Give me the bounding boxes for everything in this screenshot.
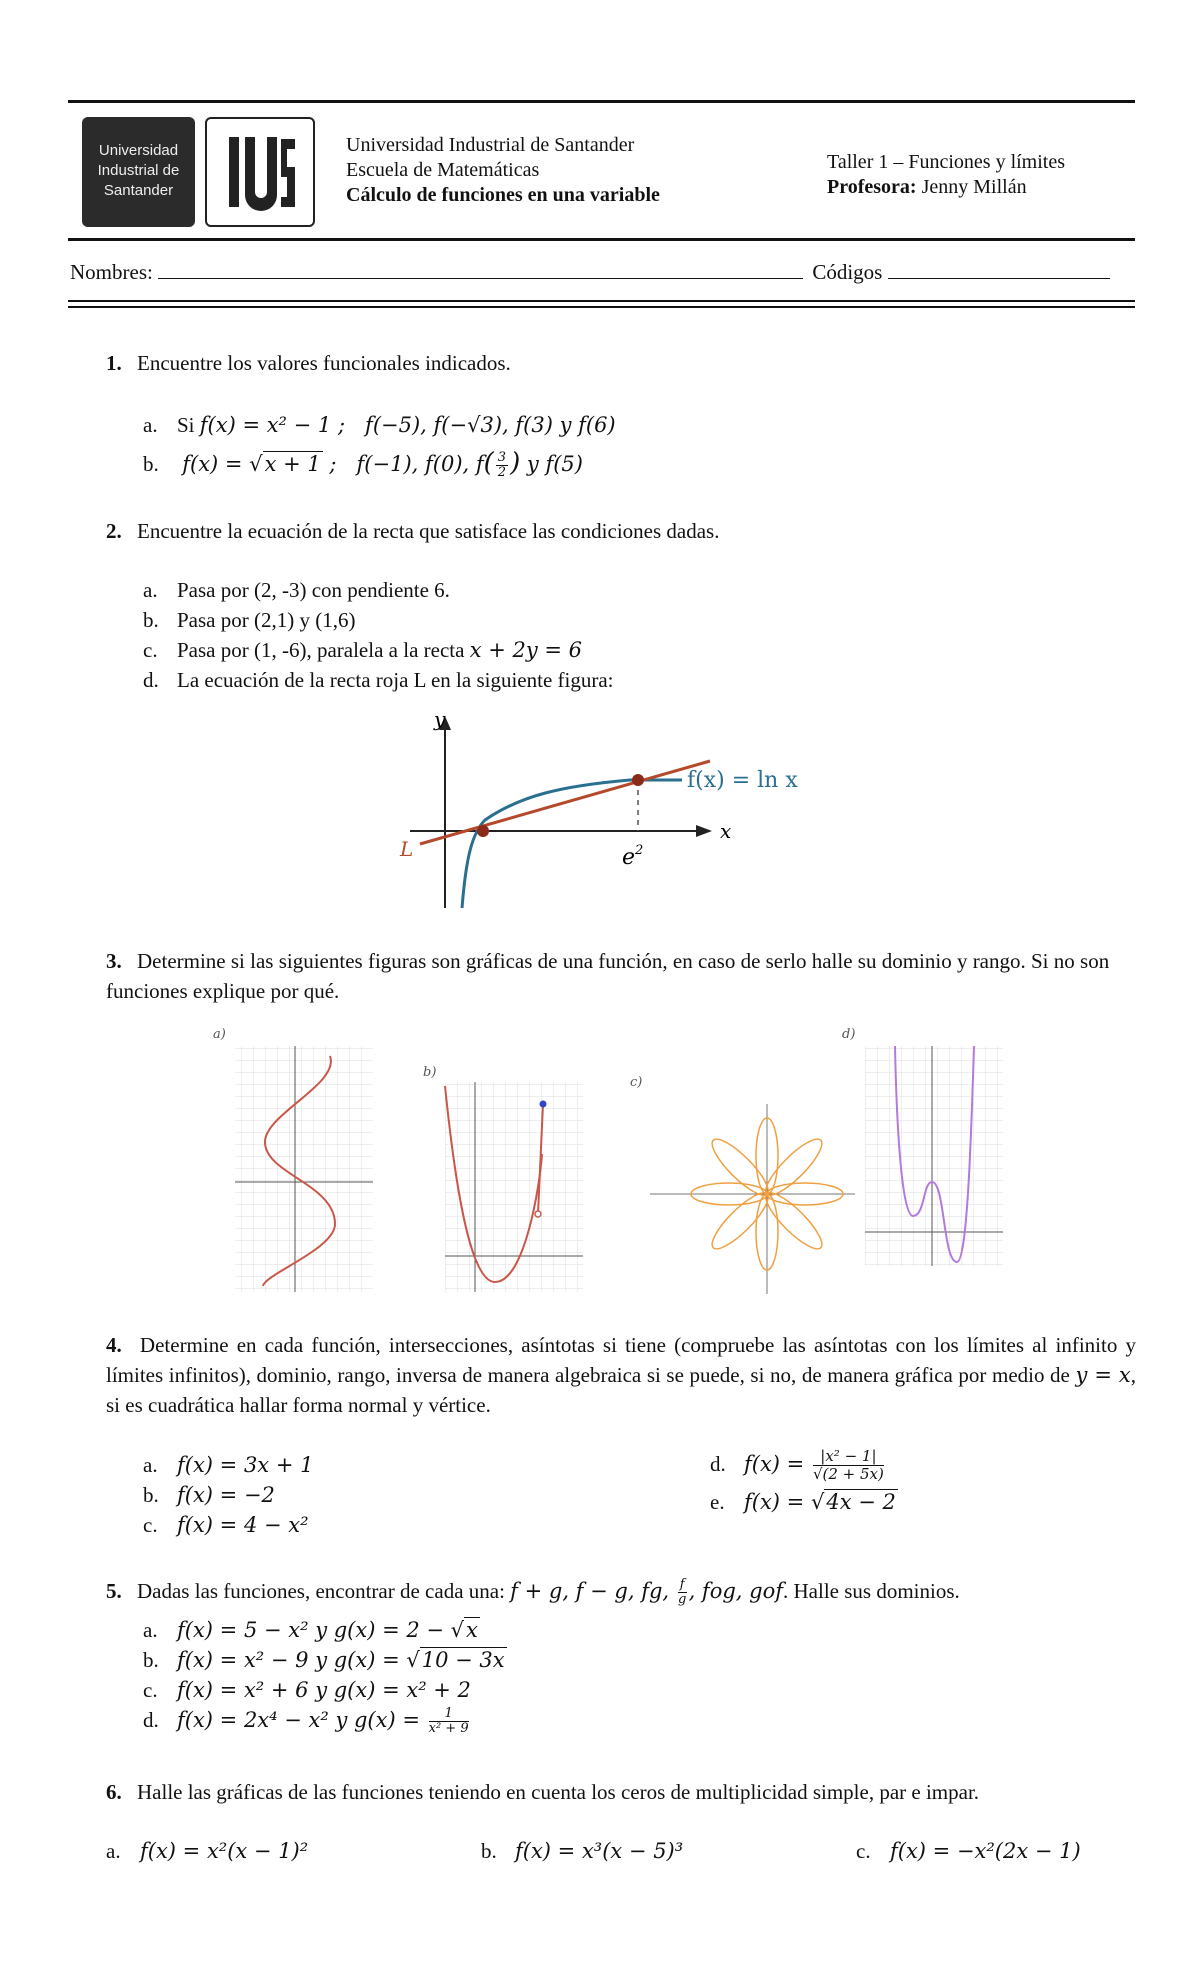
item-label: d. — [143, 1708, 159, 1732]
item-label: b. — [143, 1648, 159, 1672]
course-title: Cálculo de funciones en una variable — [346, 184, 660, 206]
header-bottom-rule — [68, 238, 1135, 241]
question-text: Encuentre los valores funcionales indicados. — [137, 351, 511, 375]
f-label: f(x) = ln x — [687, 768, 798, 793]
question-text: Determine en cada función, intersecciones, asíntotas si tiene (compruebe las asíntotas con los límites al infinito y límites infinitos), dominio, rango, inversa de manera algebraica si se puede, si no, de manera gráfica por medio de — [106, 1333, 1137, 1387]
item-label: a. — [106, 1839, 121, 1863]
panel-b-closed-point — [540, 1101, 547, 1108]
q5-item-a: a. f(x) = 5 − x² y g(x) = 2 − √x — [143, 1615, 507, 1645]
item-label: d. — [143, 668, 159, 692]
names-label: Nombres: — [70, 260, 153, 284]
panel-d-grid — [865, 1046, 1003, 1266]
logo-text-line: Industrial de — [97, 162, 180, 179]
panel-b-open-point — [535, 1211, 541, 1217]
top-rule — [68, 100, 1135, 103]
item-label: a. — [143, 1453, 158, 1477]
names-field[interactable] — [158, 258, 803, 279]
question-number: 3. — [106, 949, 122, 973]
intersection-point-2 — [632, 774, 644, 786]
q5-item-c: c. f(x) = x² + 6 y g(x) = x² + 2 — [143, 1675, 507, 1705]
q1a-formula: f(x) = x² − 1 ; f(−5), f(−√3), f(3) y f(6) — [199, 413, 616, 437]
q4-item-d: d. f(x) = $\frac{\text{|x² − 1|}}{√(2 + 5x)}$ — [710, 1447, 884, 1483]
q5-item-d: d. f(x) = 2x⁴ − x² y g(x) = $\frac{1}{\text{x² + 9}}$ — [143, 1706, 469, 1736]
q1b-formula: f(x) = √x + 1 ; f(−1), f(0), f( $\frac{3}{2}$ ) y f(5) — [182, 448, 583, 480]
q4-items-left — [143, 1450, 313, 1540]
logo-text-line: Universidad — [98, 142, 179, 159]
intersection-point-1 — [477, 825, 489, 837]
panel-a-label: a) — [213, 1027, 226, 1042]
question-6 — [106, 1777, 979, 1807]
question-4 — [106, 1330, 1136, 1420]
item-label: c. — [143, 1678, 158, 1702]
q4-item-c: c. f(x) = 4 − x² — [143, 1510, 313, 1540]
item-label: d. — [710, 1452, 726, 1476]
q2-item-a — [143, 575, 614, 605]
q2-item-c — [143, 635, 614, 665]
question-number: 5. — [106, 1579, 122, 1603]
q2-item-b — [143, 605, 614, 635]
question-text: Determine si las siguientes figuras son gráficas de una función, en caso de serlo halle su dominio y rango. Si no son funciones explique por qué. — [106, 949, 1110, 1003]
item-label: a. — [143, 578, 158, 602]
logo-text-line: Santander — [103, 182, 174, 199]
form-rule-1 — [68, 300, 1135, 302]
question-number: 2. — [106, 519, 122, 543]
panel-d-label: d) — [842, 1027, 856, 1042]
q6-item-c: c. f(x) = −x²(2x − 1) — [856, 1836, 1081, 1866]
item-label: a. — [143, 1618, 158, 1642]
professor-label: Profesora: — [827, 176, 917, 198]
q6-item-b: b. f(x) = x³(x − 5)³ — [481, 1836, 683, 1866]
q2-items — [143, 575, 614, 695]
q2-item-d — [143, 665, 614, 695]
item-label: c. — [856, 1839, 871, 1863]
professor-name: Jenny Millán — [921, 176, 1027, 198]
q2c-formula: x + 2y = 6 — [469, 638, 583, 662]
panel-b-grid — [445, 1082, 583, 1292]
x-axis-arrow — [696, 825, 712, 837]
question-2 — [106, 516, 719, 546]
question-text: Halle las gráficas de las funciones teniendo en cuenta los ceros de multiplicidad simple, par e impar. — [137, 1780, 980, 1804]
item-text: Si — [177, 413, 195, 437]
q6-item-a: a. f(x) = x²(x − 1)² — [106, 1836, 308, 1866]
codes-field[interactable] — [888, 258, 1110, 279]
university-name: Universidad Industrial de Santander — [346, 134, 635, 156]
panel-a-grid — [235, 1046, 373, 1292]
function-graphs-figure — [205, 1024, 1005, 1316]
codes-label: Códigos — [812, 260, 883, 284]
q4-yx: y = x — [1075, 1363, 1131, 1387]
panel-c-label: c) — [630, 1075, 643, 1090]
item-text: Pasa por (2, -3) con pendiente 6. — [177, 578, 450, 602]
item-label: c. — [143, 638, 158, 662]
e2-label: $e^2$ — [622, 843, 644, 870]
line-and-log-figure — [390, 708, 810, 918]
question-number: 1. — [106, 351, 122, 375]
uis-emblem — [205, 117, 315, 227]
item-text: Pasa por (1, -6), paralela a la recta — [177, 638, 465, 662]
form-rule-2 — [68, 306, 1135, 308]
names-row — [70, 258, 1110, 285]
L-label: L — [400, 837, 414, 861]
q5-operations: f + g, f − g, fg, $\frac{f}{g}$ , fog, gof — [510, 1577, 783, 1607]
question-text: Dadas las funciones, encontrar de cada una: — [137, 1579, 505, 1603]
item-label: b. — [143, 1483, 159, 1507]
school-name: Escuela de Matemáticas — [346, 159, 540, 181]
q5-items — [143, 1615, 507, 1736]
q1-item-b — [143, 448, 583, 480]
item-label: e. — [710, 1490, 725, 1514]
y-label: y — [434, 708, 446, 731]
q1-item-a — [143, 410, 616, 440]
item-label: a. — [143, 413, 158, 437]
q4-item-a: a. f(x) = 3x + 1 — [143, 1450, 313, 1480]
uis-emblem-icon — [207, 119, 313, 225]
question-1 — [106, 348, 511, 378]
workshop-title: Taller 1 – Funciones y límites — [827, 151, 1066, 173]
item-label: b. — [481, 1839, 497, 1863]
item-label: b. — [143, 452, 159, 476]
item-text: La ecuación de la recta roja L en la siguiente figura: — [177, 668, 614, 692]
professor-line — [827, 175, 1065, 200]
panel-b-label: b) — [423, 1065, 437, 1080]
item-label: b. — [143, 608, 159, 632]
q5-item-b: b. f(x) = x² − 9 y g(x) = √10 − 3x — [143, 1645, 507, 1675]
question-5 — [106, 1576, 960, 1607]
question-3 — [106, 946, 1136, 1006]
q4-item-e: e. f(x) = √4x − 2 — [710, 1487, 898, 1517]
item-label: c. — [143, 1513, 158, 1537]
x-label: x — [720, 819, 732, 843]
q4-item-b: b. f(x) = −2 — [143, 1480, 313, 1510]
question-text-end: , si es cuadrática hallar forma normal y vértice. — [106, 1363, 1136, 1417]
question-text: Encuentre la ecuación de la recta que satisface las condiciones dadas. — [137, 519, 720, 543]
university-logo — [82, 117, 195, 227]
question-number: 6. — [106, 1780, 122, 1804]
question-number: 4. — [106, 1333, 122, 1357]
item-text: Pasa por (2,1) y (1,6) — [177, 608, 356, 632]
q4-items-right — [710, 1448, 898, 1517]
question-text-end: . Halle sus dominios. — [783, 1579, 960, 1603]
